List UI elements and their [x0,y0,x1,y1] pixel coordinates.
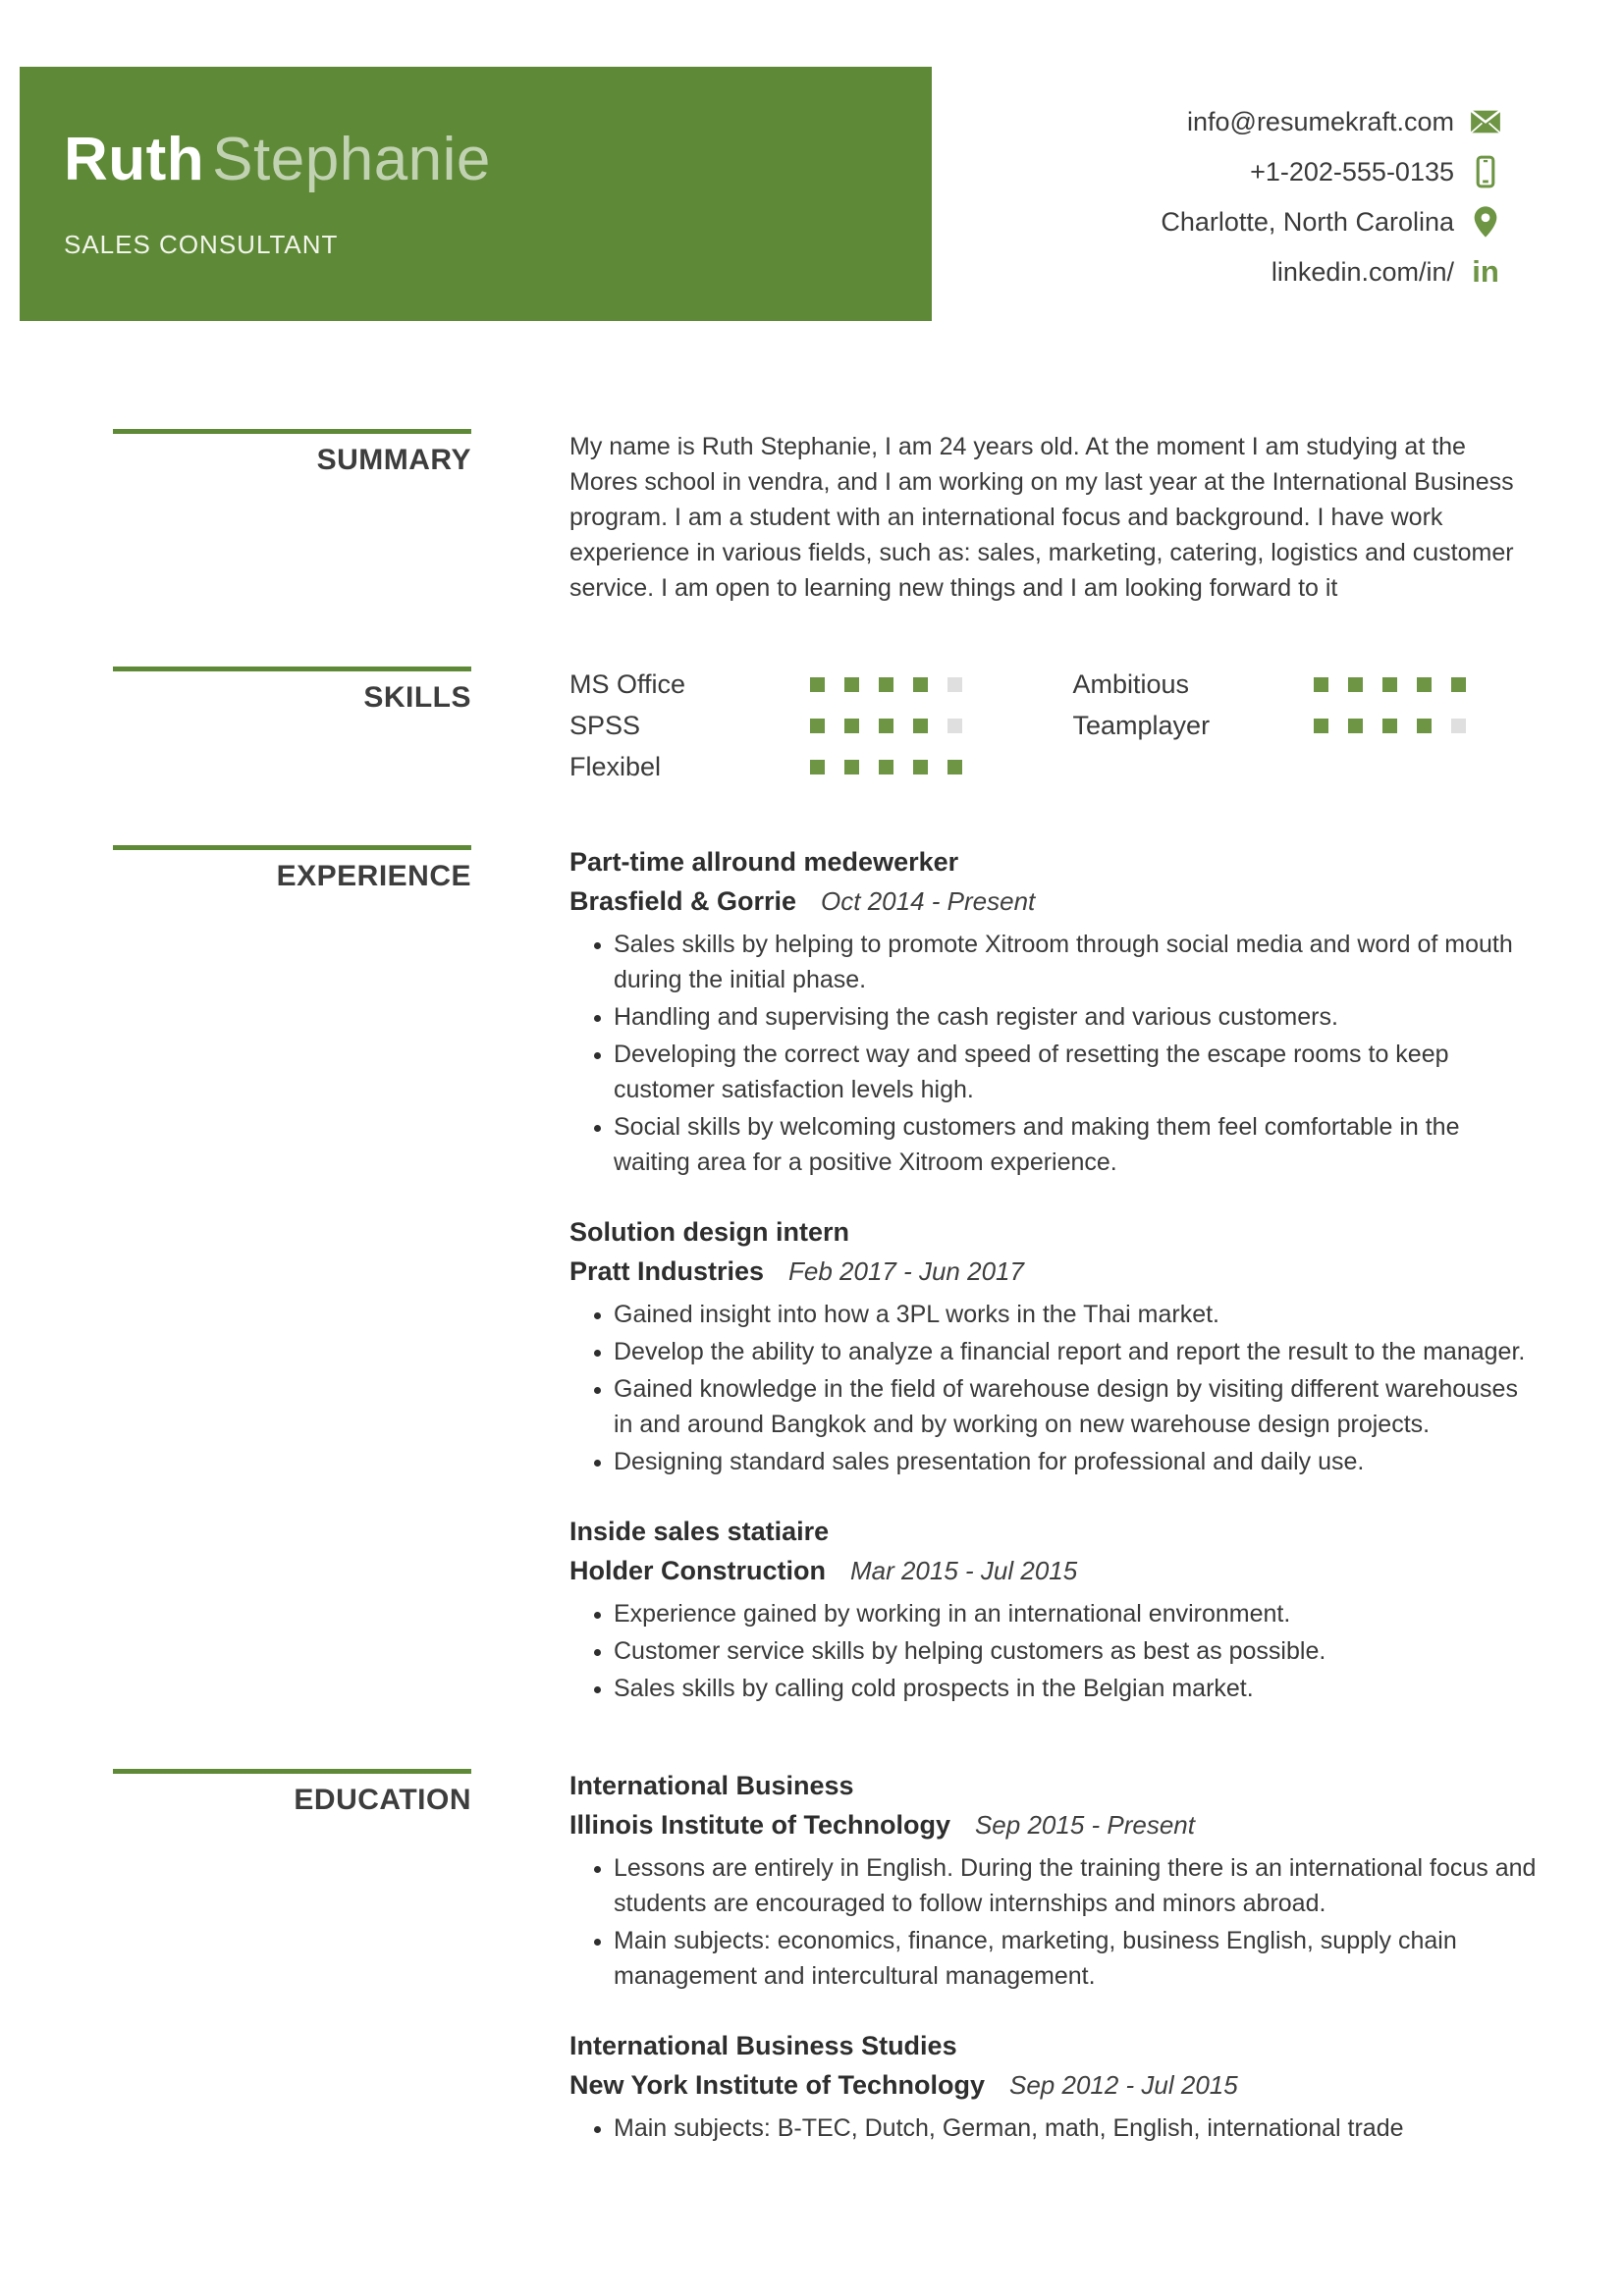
education-entry [569,1769,1537,1994]
job-bullets [569,927,1537,1180]
resume-body [0,429,1623,2209]
school-dates: Sep 2015 - Present [974,1810,1195,1840]
school-dates: Sep 2012 - Jul 2015 [1009,2070,1238,2100]
skill-square-filled [1417,719,1432,733]
skill-square-filled [1451,677,1466,692]
bullet-item: • Main subjects: economics, finance, marketing, business English, supply chain management and intercultural management. [614,1923,1537,1994]
last-name: Stephanie [212,126,491,193]
contact-linkedin-row [1161,254,1503,290]
bullet-item: • Social skills by welcoming customers and making them feel comfortable in the waiting area for a positive Xitroom experience. [614,1109,1537,1180]
section-title-summary: SUMMARY [113,429,471,477]
skill-square-filled [1348,719,1363,733]
bullet-item: • Lessons are entirely in English. During the training there is an international focus and students are encouraged to follow internships and minors abroad. [614,1850,1537,1921]
skill-square-empty [947,677,962,692]
skill-grid [569,667,1537,784]
experience-entry [569,1215,1537,1479]
skill-name: Teamplayer [1072,711,1211,740]
job-title: SALES CONSULTANT [64,230,339,260]
skill-square-filled [1314,719,1328,733]
skill-square-filled [844,677,859,692]
contact-phone-row [1161,154,1503,189]
education-body [569,1769,1537,2148]
skill-square-filled [1348,677,1363,692]
experience-body [569,845,1537,1708]
skill-item [569,708,1034,743]
school-bullets [569,2110,1537,2146]
skill-item [569,749,1034,784]
skills-section [0,667,1623,784]
first-name: Ruth [64,126,205,193]
skill-square-filled [947,760,962,774]
skill-name: MS Office [569,669,686,699]
skill-square-empty [947,719,962,733]
skill-square-empty [1451,719,1466,733]
bullet-item: • Sales skills by calling cold prospects in the Belgian market. [614,1671,1537,1706]
skill-square-filled [1314,677,1328,692]
skill-square-filled [1417,677,1432,692]
skills-body [569,667,1537,784]
skill-level-squares [810,677,962,692]
person-name [64,124,932,196]
contact-email-row [1161,104,1503,139]
job-position: Part-time allround medewerker [569,847,959,877]
skill-square-filled [879,677,893,692]
smartphone-icon [1468,154,1503,189]
bullet-item: • Gained knowledge in the field of warehouse design by visiting different warehouses in and around Bangkok and by working on new warehouse design projects. [614,1371,1537,1442]
education-entry [569,2029,1537,2146]
company-name: Holder Construction [569,1556,826,1585]
skill-square-filled [913,719,928,733]
skill-level-squares [1314,719,1466,733]
skill-level-squares [810,719,962,733]
section-title-skills: SKILLS [113,667,471,715]
bullet-item: • Handling and supervising the cash register and various customers. [614,999,1537,1035]
job-position: Solution design intern [569,1217,849,1247]
experience-entry [569,1515,1537,1706]
skill-item [1073,708,1538,743]
job-meta [569,1255,1537,1289]
contact-location-row [1161,204,1503,240]
job-meta [569,1554,1537,1588]
bullet-item: • Gained insight into how a 3PL works in the Thai market. [614,1297,1537,1332]
bullet-item: • Designing standard sales presentation for professional and daily use. [614,1444,1537,1479]
job-meta [569,884,1537,919]
contact-info [1161,104,1503,290]
skill-square-filled [1382,719,1397,733]
skill-square-filled [913,677,928,692]
skill-square-filled [1382,677,1397,692]
bullet-item: • Main subjects: B-TEC, Dutch, German, math, English, international trade [614,2110,1537,2146]
summary-text: My name is Ruth Stephanie, I am 24 years old. At the moment I am studying at the Mores school in vendra, and I am working on my last year at the International Business program. I am a student with an international focus and background. I have work experience in various fields, such as: sales, marketing, catering, logistics and customer service. I am open to learning new things and I am looking forward to it [569,433,1514,602]
envelope-icon [1468,104,1503,139]
job-dates: Feb 2017 - Jun 2017 [788,1256,1024,1286]
map-pin-icon [1468,204,1503,240]
skill-square-filled [844,719,859,733]
experience-entry [569,845,1537,1180]
linkedin-text[interactable]: linkedin.com/in/ [1271,257,1454,287]
skill-square-filled [879,760,893,774]
skill-name: Flexibel [569,752,662,781]
summary-body [569,429,1537,606]
skill-name: SPSS [569,711,641,740]
header-banner [20,67,932,321]
experience-section [0,845,1623,1708]
job-bullets [569,1297,1537,1479]
skill-square-filled [844,760,859,774]
bullet-item: • Customer service skills by helping customers as best as possible. [614,1633,1537,1669]
school-bullets [569,1850,1537,1994]
bullet-item: • Experience gained by working in an international environment. [614,1596,1537,1631]
job-bullets [569,1596,1537,1706]
location-text: Charlotte, North Carolina [1161,207,1454,237]
education-section [0,1769,1623,2148]
degree-name: International Business Studies [569,2031,957,2060]
skill-square-filled [810,719,825,733]
school-meta [569,2068,1537,2103]
school-meta [569,1808,1537,1842]
email-text[interactable]: info@resumekraft.com [1187,107,1454,136]
skill-square-filled [913,760,928,774]
bullet-item: • Developing the correct way and speed of resetting the escape rooms to keep customer satisfaction levels high. [614,1037,1537,1107]
skill-square-filled [810,677,825,692]
bullet-item: • Sales skills by helping to promote Xitroom through social media and word of mouth during the initial phase. [614,927,1537,997]
section-title-experience: EXPERIENCE [113,845,471,893]
skill-level-squares [1314,677,1466,692]
skill-square-filled [879,719,893,733]
school-name: New York Institute of Technology [569,2070,986,2100]
company-name: Pratt Industries [569,1256,765,1286]
company-name: Brasfield & Gorrie [569,886,797,916]
skill-name: Ambitious [1072,669,1190,699]
skill-item [1073,667,1538,702]
linkedin-in-icon: in [1472,254,1499,289]
job-position: Inside sales statiaire [569,1517,830,1546]
school-name: Illinois Institute of Technology [569,1810,950,1840]
job-dates: Mar 2015 - Jul 2015 [849,1556,1078,1585]
job-dates: Oct 2014 - Present [821,886,1036,916]
summary-section [0,429,1623,606]
phone-text: +1-202-555-0135 [1250,157,1454,187]
skill-level-squares [810,760,962,774]
skill-square-filled [810,760,825,774]
section-title-education: EDUCATION [113,1769,471,1817]
bullet-item: • Develop the ability to analyze a financial report and report the result to the manager. [614,1334,1537,1369]
degree-name: International Business [569,1771,854,1800]
skill-item [569,667,1034,702]
